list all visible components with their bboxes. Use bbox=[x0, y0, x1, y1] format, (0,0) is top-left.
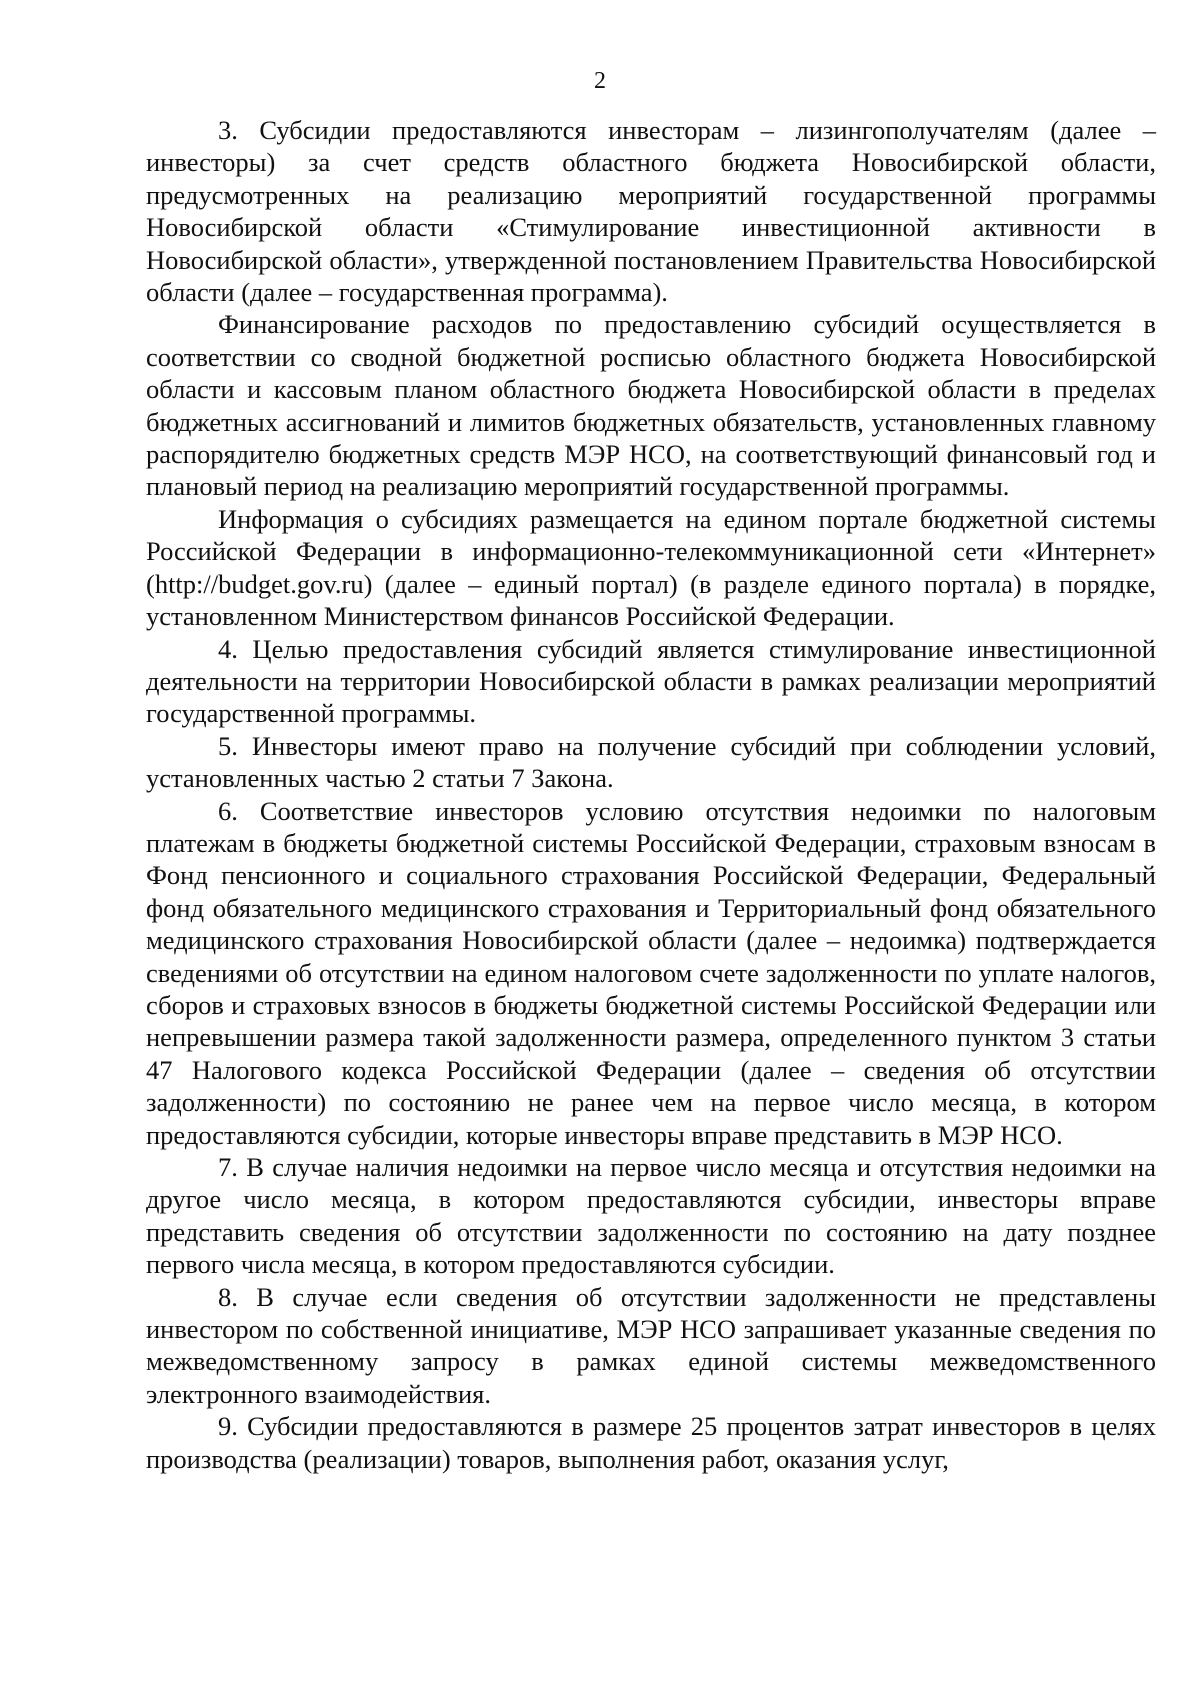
paragraph-3: 3. Субсидии предоставляются инвесторам – лизингополучателям (далее – инвесторы) за счет средств областного бюджета Новосибирской области, предусмотренных на реализацию мероприятий государственной программы Новосибирской области «Стимулирование инвестиционной активности в Новосибирской области», утвержденной постановлением Правительства Новосибирской области (далее – государственная программа). bbox=[146, 115, 1156, 308]
paragraph-4: 4. Целью предоставления субсидий является стимулирование инвестиционной деятельности на территории Новосибирской области в рамках реализации мероприятий государственной программы. bbox=[146, 633, 1156, 729]
page-number: 2 bbox=[594, 68, 606, 94]
paragraph-8: 8. В случае если сведения об отсутствии задолженности не представлены инвестором по собственной инициативе, МЭР НСО запрашивает указанные сведения по межведомственному запросу в рамках единой системы межведомственного электронного взаимодействия. bbox=[146, 1281, 1156, 1409]
document-body bbox=[146, 114, 1156, 1475]
paragraph-6: 6. Соответствие инвесторов условию отсутствия недоимки по налоговым платежам в бюджеты бюджетной системы Российской Федерации, страховым взносам в Фонд пенсионного и социального страхования Российской Федерации, Федеральный фонд обязательного медицинского страхования и Территориальный фонд обязательного медицинского страхования Новосибирской области (далее – недоимка) подтверждается сведениями об отсутствии на едином налоговом счете задолженности по уплате налогов, сборов и страховых взносов в бюджеты бюджетной системы Российской Федерации или непревышении размера такой задолженности размера, определенного пунктом 3 статьи 47 Налогового кодекса Российской Федерации (далее – сведения об отсутствии задолженности) по состоянию не ранее чем на первое число месяца, в котором предоставляются субсидии, которые инвесторы вправе представить в МЭР НСО. bbox=[146, 795, 1156, 1150]
paragraph-information: Информация о субсидиях размещается на едином портале бюджетной системы Российской Федерации в информационно-телекоммуникационной сети «Интернет» (http://budget.gov.ru) (далее – единый портал) (в разделе единого портала) в порядке, установленном Министерством финансов Российской Федерации. bbox=[146, 503, 1156, 632]
paragraph-5: 5. Инвесторы имеют право на получение субсидий при соблюдении условий, установленных частью 2 статьи 7 Закона. bbox=[146, 730, 1156, 794]
paragraph-financing: Финансирование расходов по предоставлению субсидий осуществляется в соответствии со сводной бюджетной росписью областного бюджета Новосибирской области и кассовым планом областного бюджета Новосибирской области в пределах бюджетных ассигнований и лимитов бюджетных обязательств, установленных главному распорядителю бюджетных средств МЭР НСО, на соответствующий финансовый год и плановый период на реализацию мероприятий государственной программы. bbox=[146, 309, 1156, 502]
paragraph-9: 9. Субсидии предоставляются в размере 25 процентов затрат инвесторов в целях производства (реализации) товаров, выполнения работ, оказания услуг, bbox=[146, 1411, 1156, 1474]
paragraph-7: 7. В случае наличия недоимки на первое число месяца и отсутствия недоимки на другое число месяца, в котором предоставляются субсидии, инвесторы вправе представить сведения об отсутствии задолженности по состоянию на дату позднее первого числа месяца, в котором предоставляются субсидии. bbox=[146, 1152, 1156, 1280]
